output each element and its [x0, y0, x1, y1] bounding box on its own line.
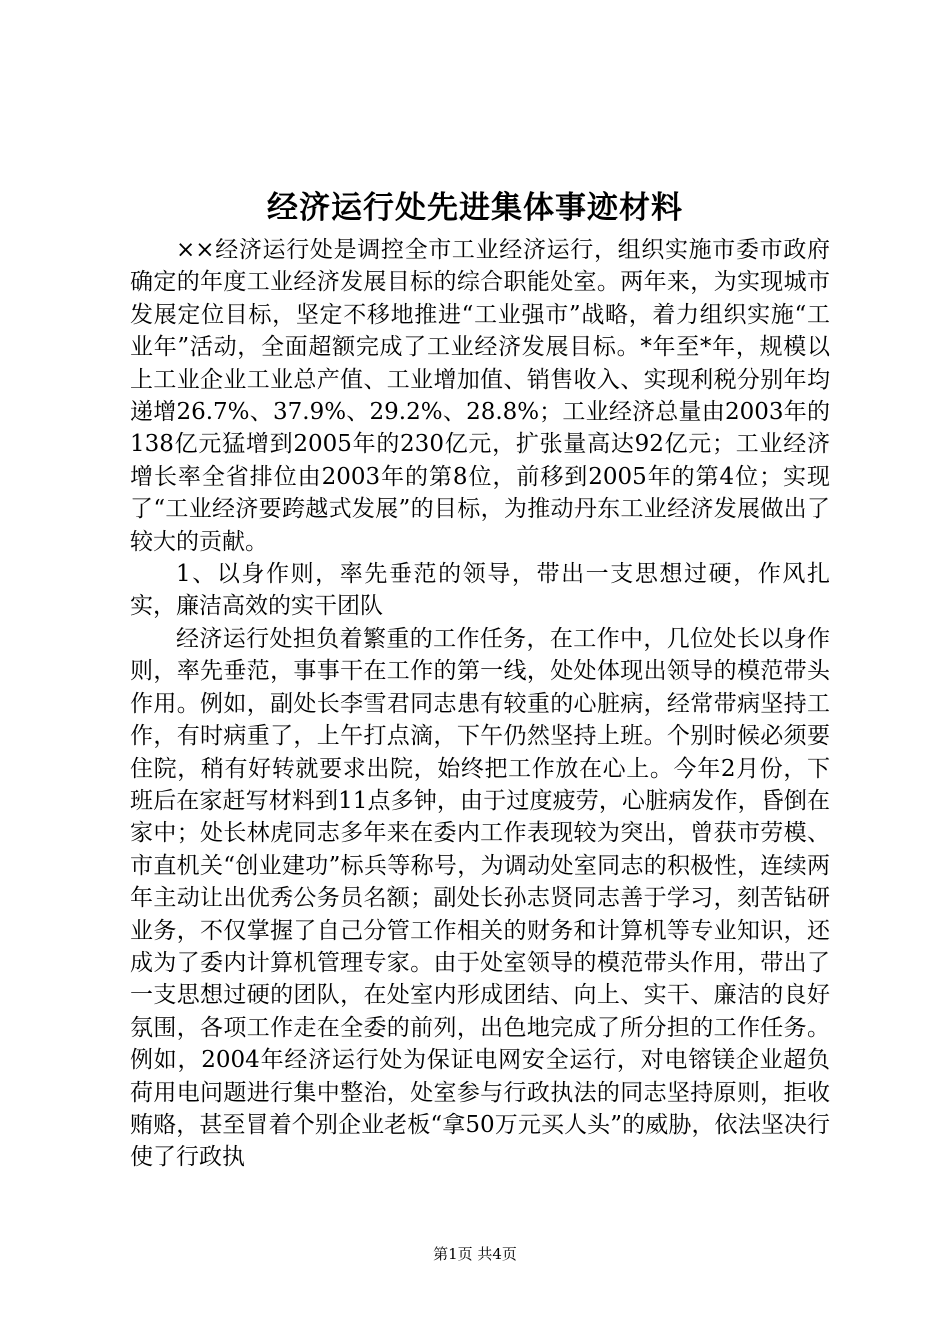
paragraph-intro: ××经济运行处是调控全市工业经济运行，组织实施市委市政府确定的年度工业经济发展目标的综合职能处室。两年来，为实现城市发展定位目标，坚定不移地推进“工业强市”战略，着力组织实施“工业年”活动，全面超额完成了工业经济发展目标。*年至*年，规模以上工业企业工业总产值、工业增加值、销售收入、实现利税分别年均递增26.7%、37.9%、29.2%、28.8%；工业经济总量由2003年的138亿元猛增到2005年的230亿元，扩张量高达92亿元；工业经济增长率全省排位由2003年的第8位，前移到2005年的第4位；实现了“工业经济要跨越式发展”的目标，为推动丹东工业经济发展做出了较大的贡献。 [130, 237, 830, 555]
page-footer: 第1页 共4页 [433, 1245, 517, 1263]
document-body [130, 234, 830, 1174]
paragraph-heading-1: 1、以身作则，率先垂范的领导，带出一支思想过硬，作风扎实，廉洁高效的实干团队 [130, 561, 830, 620]
document-title: 经济运行处先进集体事迹材料 [267, 190, 683, 226]
paragraph-leadership: 经济运行处担负着繁重的工作任务，在工作中，几位处长以身作则，率先垂范，事事干在工作的第一线，处处体现出领导的模范带头作用。例如，副处长李雪君同志患有较重的心脏病，经常带病坚持工作，有时病重了，上午打点滴，下午仍然坚持上班。个别时候必须要住院，稍有好转就要求出院，始终把工作放在心上。今年2月份，下班后在家赶写材料到11点多钟，由于过度疲劳，心脏病发作，昏倒在家中；处长林虎同志多年来在委内工作表现较为突出，曾获市劳模、市直机关“创业建功”标兵等称号，为调动处室同志的积极性，连续两年主动让出优秀公务员名额；副处长孙志贤同志善于学习，刻苦钻研业务，不仅掌握了自己分管工作相关的财务和计算机等专业知识，还成为了委内计算机管理专家。由于处室领导的模范带头作用，带出了一支思想过硬的团队，在处室内形成团结、向上、实干、廉洁的良好氛围，各项工作走在全委的前列，出色地完成了所分担的工作任务。例如，2004年经济运行处为保证电网安全运行，对电镕镁企业超负荷用电问题进行集中整治，处室参与行政执法的同志坚持原则，拒收贿赂，甚至冒着个别企业老板“拿50万元买人头”的威胁，依法坚决行使了行政执 [130, 625, 830, 1171]
